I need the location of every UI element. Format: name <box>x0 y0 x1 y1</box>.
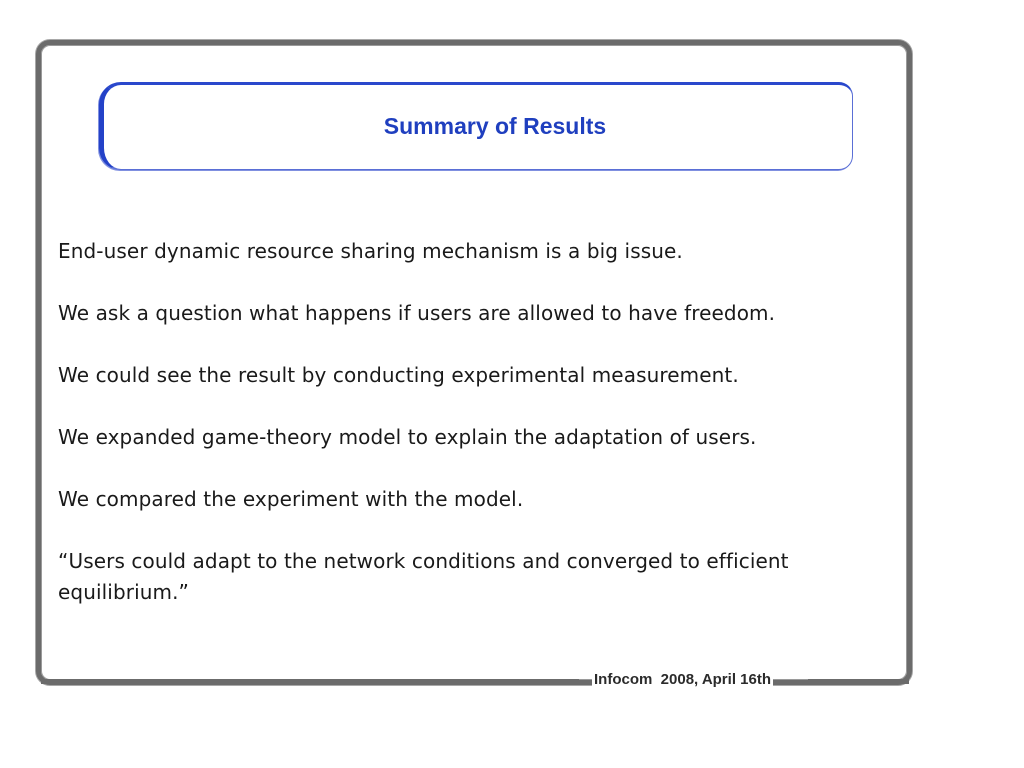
bullet-text: “Users could adapt to the network conditions and converged to efficient equilibrium.” <box>58 549 789 604</box>
footer-rule-left <box>41 679 579 684</box>
bullet-text: We ask a question what happens if users are allowed to have freedom. <box>58 301 776 325</box>
title-box <box>99 82 853 170</box>
footer-rule-right <box>808 679 909 684</box>
bullet-text: We compared the experiment with the model. <box>58 487 524 511</box>
footer-caption: Infocom 2008, April 16th <box>594 671 771 688</box>
bullet-text: End-user dynamic resource sharing mechanism is a big issue. <box>58 239 683 263</box>
bullet-text: We expanded game-theory model to explain the adaptation of users. <box>58 425 757 449</box>
slide-content <box>58 236 898 639</box>
bullet-text: We could see the result by conducting experimental measurement. <box>58 363 739 387</box>
slide-title: Summary of Results <box>383 113 607 139</box>
